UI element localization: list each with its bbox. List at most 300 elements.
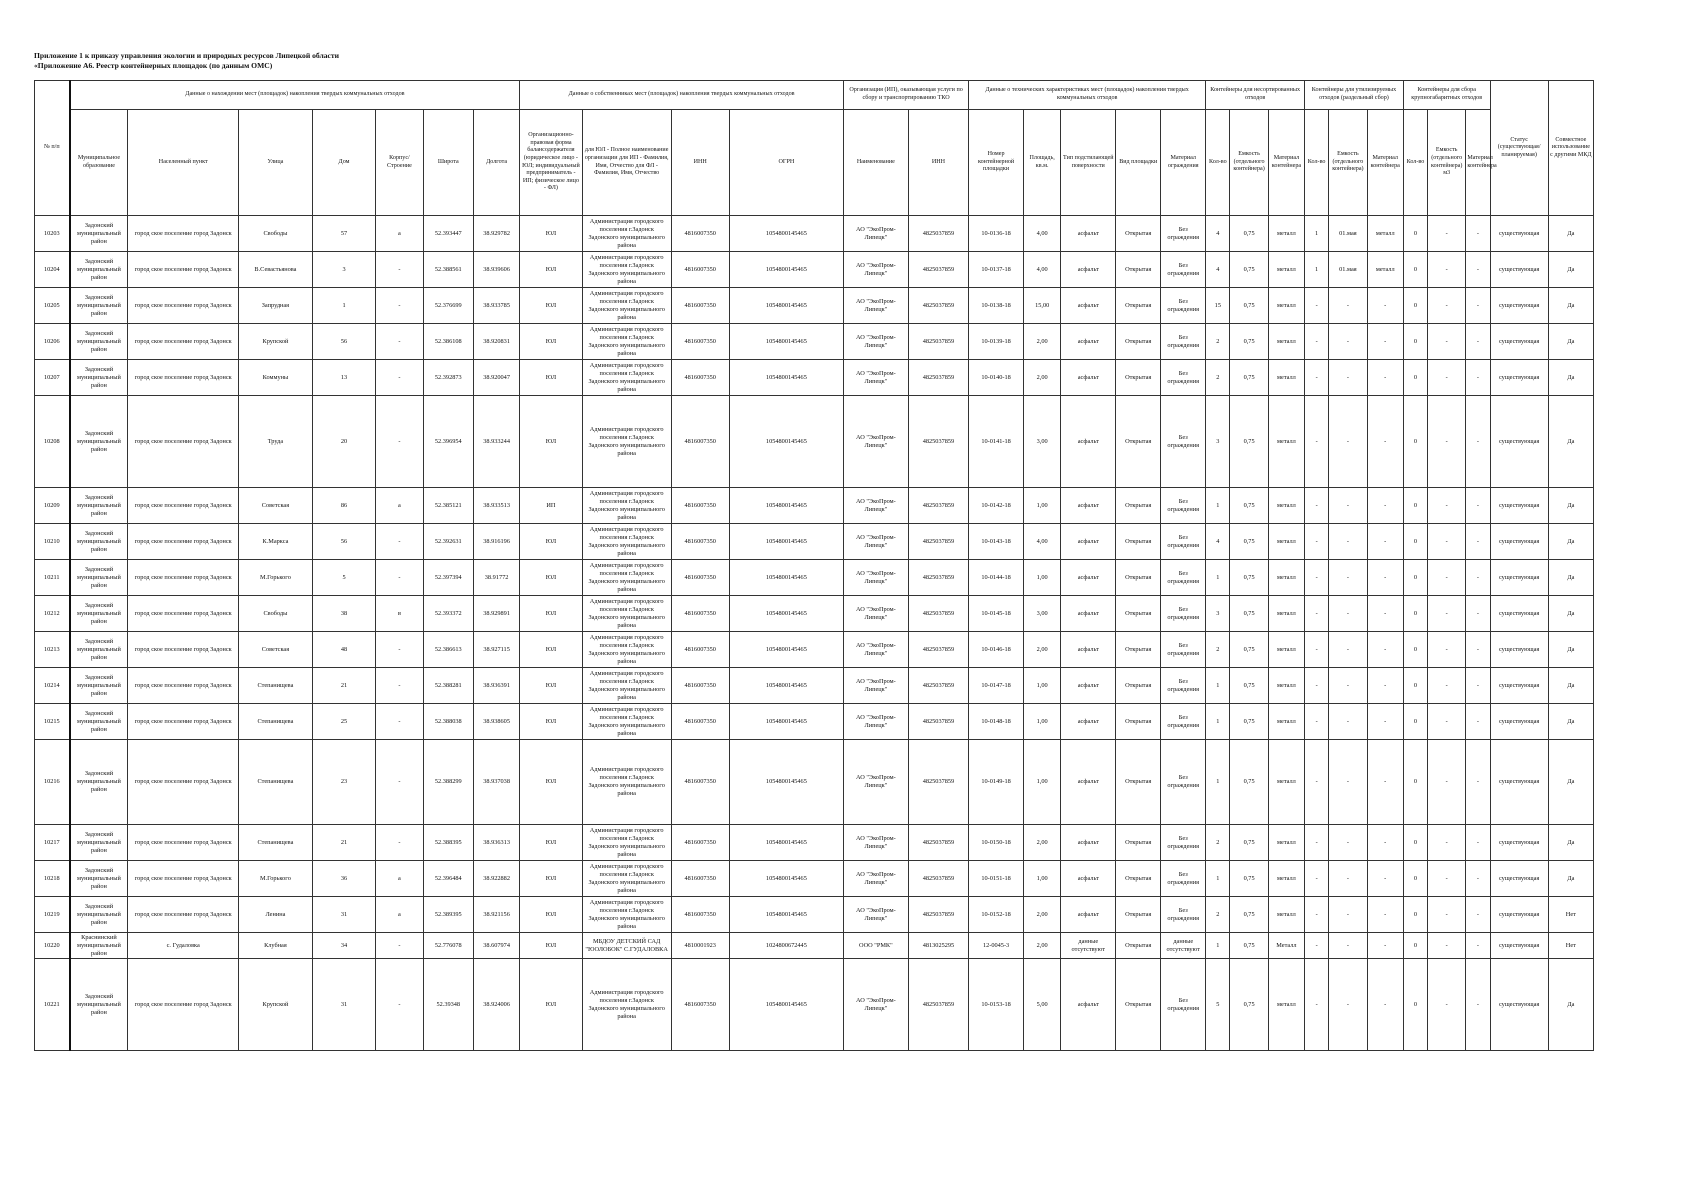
- cell-mixed-capacity: 0,75: [1230, 704, 1268, 740]
- cell-mixed-qty: 1: [1206, 704, 1230, 740]
- cell-mixed-material: металл: [1268, 488, 1304, 524]
- cell-site-type: Открытая: [1116, 704, 1161, 740]
- cell-house: 48: [312, 632, 376, 668]
- cell-site-number: 10-0141-18: [969, 396, 1024, 488]
- cell-lat: 52.392631: [423, 524, 473, 560]
- cell-bulky-qty: 0: [1403, 252, 1427, 288]
- cell-building: -: [376, 668, 423, 704]
- cell-num: 10209: [35, 488, 70, 524]
- cell-mixed-capacity: 0,75: [1230, 324, 1268, 360]
- cell-shared: Да: [1548, 596, 1593, 632]
- cell-owner-name: Администрация городского поселения г.Задонск Задонского муниципального района: [582, 740, 671, 825]
- cell-house: 3: [312, 252, 376, 288]
- cell-status: существующая: [1490, 740, 1548, 825]
- cell-ogrn: 1054800145465: [729, 324, 843, 360]
- cell-building: -: [376, 324, 423, 360]
- cell-bulky-qty: 0: [1403, 560, 1427, 596]
- cell-house: 1: [312, 288, 376, 324]
- cell-municipality: Задонский муниципальный район: [70, 488, 128, 524]
- cell-mixed-material: металл: [1268, 524, 1304, 560]
- cell-mixed-qty: 4: [1206, 252, 1230, 288]
- group-tech: Данные о технических характеристиках мест (площадок) накопления твердых коммунальных отходов: [969, 81, 1206, 110]
- cell-lon: 38.916196: [474, 524, 520, 560]
- cell-operator-name: АО "ЭкоПром-Липецк": [844, 596, 909, 632]
- cell-bulky-capacity: -: [1427, 360, 1465, 396]
- table-row: [35, 324, 1594, 360]
- cell-house: 5: [312, 560, 376, 596]
- cell-street: Крупской: [239, 324, 313, 360]
- cell-site-number: 10-0136-18: [969, 216, 1024, 252]
- cell-mixed-capacity: 0,75: [1230, 897, 1268, 933]
- cell-site-number: 10-0144-18: [969, 560, 1024, 596]
- cell-operator-name: АО "ЭкоПром-Липецк": [844, 252, 909, 288]
- cell-bulky-material: -: [1466, 488, 1490, 524]
- table-row: [35, 216, 1594, 252]
- cell-shared: Да: [1548, 959, 1593, 1051]
- cell-house: 20: [312, 396, 376, 488]
- cell-settlement: город ское поселение город Задонск: [128, 704, 239, 740]
- cell-fence: Без ограждения: [1161, 524, 1206, 560]
- cell-fence: Без ограждения: [1161, 825, 1206, 861]
- cell-recyclable-material: -: [1367, 897, 1403, 933]
- col-mixed-qty: Кол-во: [1206, 110, 1230, 216]
- cell-operator-inn: 4825037859: [908, 216, 968, 252]
- cell-inn: 4816007350: [671, 897, 729, 933]
- cell-surface: данные отсутствуют: [1061, 933, 1116, 959]
- cell-site-number: 10-0151-18: [969, 861, 1024, 897]
- cell-lat: 52.393372: [423, 596, 473, 632]
- cell-settlement: город ское поселение город Задонск: [128, 488, 239, 524]
- cell-ogrn: 1054800145465: [729, 396, 843, 488]
- cell-site-number: 12-0045-3: [969, 933, 1024, 959]
- cell-operator-name: АО "ЭкоПром-Липецк": [844, 704, 909, 740]
- cell-bulky-capacity: -: [1427, 396, 1465, 488]
- col-municipality: Муниципальное образование: [70, 110, 128, 216]
- cell-area: 1,00: [1024, 704, 1061, 740]
- cell-num: 10212: [35, 596, 70, 632]
- cell-status: существующая: [1490, 596, 1548, 632]
- cell-inn: 4816007350: [671, 668, 729, 704]
- cell-mixed-qty: 1: [1206, 933, 1230, 959]
- cell-house: 25: [312, 704, 376, 740]
- cell-mixed-qty: 5: [1206, 959, 1230, 1051]
- cell-municipality: Задонский муниципальный район: [70, 324, 128, 360]
- cell-mixed-capacity: 0,75: [1230, 933, 1268, 959]
- cell-mixed-qty: 2: [1206, 897, 1230, 933]
- cell-mixed-material: металл: [1268, 560, 1304, 596]
- cell-recyclable-qty: -: [1305, 560, 1329, 596]
- cell-mixed-material: металл: [1268, 360, 1304, 396]
- cell-bulky-qty: 0: [1403, 897, 1427, 933]
- cell-surface: асфальт: [1061, 288, 1116, 324]
- cell-recyclable-material: -: [1367, 632, 1403, 668]
- cell-recyclable-qty: -: [1305, 632, 1329, 668]
- col-street: Улица: [239, 110, 313, 216]
- cell-mixed-qty: 2: [1206, 825, 1230, 861]
- cell-status: существующая: [1490, 488, 1548, 524]
- cell-bulky-material: -: [1466, 740, 1490, 825]
- cell-mixed-material: металл: [1268, 596, 1304, 632]
- cell-building: в: [376, 596, 423, 632]
- cell-recyclable-capacity: -: [1329, 897, 1367, 933]
- cell-operator-name: АО "ЭкоПром-Липецк": [844, 825, 909, 861]
- cell-mixed-capacity: 0,75: [1230, 632, 1268, 668]
- cell-bulky-capacity: -: [1427, 524, 1465, 560]
- cell-municipality: Задонский муниципальный район: [70, 216, 128, 252]
- cell-house: 31: [312, 897, 376, 933]
- cell-municipality: Задонский муниципальный район: [70, 252, 128, 288]
- cell-mixed-qty: 4: [1206, 216, 1230, 252]
- cell-house: 13: [312, 360, 376, 396]
- cell-bulky-material: -: [1466, 704, 1490, 740]
- cell-mixed-qty: 1: [1206, 560, 1230, 596]
- cell-shared: Да: [1548, 488, 1593, 524]
- cell-bulky-capacity: -: [1427, 596, 1465, 632]
- cell-recyclable-material: -: [1367, 861, 1403, 897]
- cell-ogrn: 1054800145465: [729, 524, 843, 560]
- cell-bulky-capacity: -: [1427, 704, 1465, 740]
- cell-bulky-material: -: [1466, 668, 1490, 704]
- cell-recyclable-qty: -: [1305, 861, 1329, 897]
- cell-recyclable-material: -: [1367, 396, 1403, 488]
- cell-lon: 38.938605: [474, 704, 520, 740]
- cell-bulky-qty: 0: [1403, 825, 1427, 861]
- cell-site-type: Открытая: [1116, 596, 1161, 632]
- cell-shared: Да: [1548, 252, 1593, 288]
- cell-bulky-capacity: -: [1427, 288, 1465, 324]
- cell-ogrn: 1054800145465: [729, 740, 843, 825]
- cell-lon: 38.936391: [474, 668, 520, 704]
- cell-building: -: [376, 252, 423, 288]
- cell-lat: 52.396484: [423, 861, 473, 897]
- cell-settlement: город ское поселение город Задонск: [128, 252, 239, 288]
- cell-settlement: город ское поселение город Задонск: [128, 897, 239, 933]
- cell-bulky-material: -: [1466, 524, 1490, 560]
- cell-recyclable-capacity: -: [1329, 704, 1367, 740]
- col-shared: Совместное использование с другими МКД: [1548, 81, 1593, 216]
- cell-area: 1,00: [1024, 668, 1061, 704]
- cell-house: 36: [312, 861, 376, 897]
- group-operator: Организация (ИП), оказывающая услуги по сбору и транспортированию ТКО: [844, 81, 969, 110]
- cell-site-type: Открытая: [1116, 560, 1161, 596]
- cell-operator-name: АО "ЭкоПром-Липецк": [844, 524, 909, 560]
- cell-street: В.Севастьянова: [239, 252, 313, 288]
- cell-recyclable-qty: -: [1305, 825, 1329, 861]
- cell-recyclable-capacity: -: [1329, 488, 1367, 524]
- cell-operator-name: АО "ЭкоПром-Липецк": [844, 488, 909, 524]
- cell-house: 57: [312, 216, 376, 252]
- cell-house: 23: [312, 740, 376, 825]
- cell-site-type: Открытая: [1116, 897, 1161, 933]
- cell-lat: 52.39348: [423, 959, 473, 1051]
- cell-recyclable-capacity: -: [1329, 360, 1367, 396]
- cell-recyclable-capacity: -: [1329, 825, 1367, 861]
- cell-bulky-qty: 0: [1403, 360, 1427, 396]
- cell-surface: асфальт: [1061, 524, 1116, 560]
- cell-operator-inn: 4825037859: [908, 396, 968, 488]
- cell-settlement: город ское поселение город Задонск: [128, 596, 239, 632]
- cell-fence: Без ограждения: [1161, 488, 1206, 524]
- col-ogrn: ОГРН: [729, 110, 843, 216]
- cell-municipality: Задонский муниципальный район: [70, 825, 128, 861]
- cell-fence: Без ограждения: [1161, 288, 1206, 324]
- cell-lat: 52.388038: [423, 704, 473, 740]
- cell-lon: 38.921156: [474, 897, 520, 933]
- cell-mixed-qty: 2: [1206, 632, 1230, 668]
- cell-bulky-qty: 0: [1403, 216, 1427, 252]
- cell-ogrn: 1054800145465: [729, 704, 843, 740]
- cell-settlement: город ское поселение город Задонск: [128, 216, 239, 252]
- cell-fence: Без ограждения: [1161, 632, 1206, 668]
- cell-fence: Без ограждения: [1161, 596, 1206, 632]
- cell-surface: асфальт: [1061, 216, 1116, 252]
- cell-ogrn: 1054800145465: [729, 360, 843, 396]
- cell-num: 10207: [35, 360, 70, 396]
- cell-municipality: Задонский муниципальный район: [70, 524, 128, 560]
- cell-mixed-capacity: 0,75: [1230, 959, 1268, 1051]
- cell-recyclable-material: -: [1367, 360, 1403, 396]
- cell-mixed-material: металл: [1268, 632, 1304, 668]
- cell-house: 21: [312, 825, 376, 861]
- cell-street: Свободы: [239, 216, 313, 252]
- cell-org-form: ЮЛ: [520, 396, 583, 488]
- cell-operator-name: АО "ЭкоПром-Липецк": [844, 668, 909, 704]
- cell-ogrn: 1054800145465: [729, 560, 843, 596]
- cell-bulky-qty: 0: [1403, 959, 1427, 1051]
- col-recyclable-material: Материал контейнера: [1367, 110, 1403, 216]
- cell-fence: Без ограждения: [1161, 861, 1206, 897]
- cell-lon: 38.933785: [474, 288, 520, 324]
- cell-owner-name: Администрация городского поселения г.Задонск Задонского муниципального района: [582, 488, 671, 524]
- cell-org-form: ЮЛ: [520, 632, 583, 668]
- col-building: Корпус/Строение: [376, 110, 423, 216]
- cell-mixed-capacity: 0,75: [1230, 524, 1268, 560]
- cell-lon: 38.922882: [474, 861, 520, 897]
- cell-operator-inn: 4825037859: [908, 252, 968, 288]
- cell-ogrn: 1054800145465: [729, 252, 843, 288]
- col-fence: Материал ограждения: [1161, 110, 1206, 216]
- cell-settlement: город ское поселение город Задонск: [128, 861, 239, 897]
- cell-lat: 52.392873: [423, 360, 473, 396]
- cell-num: 10210: [35, 524, 70, 560]
- cell-street: Ленина: [239, 897, 313, 933]
- cell-area: 2,00: [1024, 897, 1061, 933]
- col-operator-inn: ИНН: [908, 110, 968, 216]
- cell-bulky-material: -: [1466, 959, 1490, 1051]
- cell-bulky-material: -: [1466, 288, 1490, 324]
- cell-site-type: Открытая: [1116, 488, 1161, 524]
- cell-mixed-qty: 3: [1206, 596, 1230, 632]
- cell-recyclable-qty: -: [1305, 324, 1329, 360]
- cell-org-form: ИП: [520, 488, 583, 524]
- cell-bulky-capacity: -: [1427, 959, 1465, 1051]
- cell-municipality: Задонский муниципальный район: [70, 740, 128, 825]
- cell-operator-inn: 4825037859: [908, 488, 968, 524]
- cell-operator-inn: 4825037859: [908, 560, 968, 596]
- cell-shared: Да: [1548, 825, 1593, 861]
- cell-area: 4,00: [1024, 252, 1061, 288]
- cell-recyclable-capacity: -: [1329, 524, 1367, 560]
- cell-area: 4,00: [1024, 216, 1061, 252]
- table-row: [35, 632, 1594, 668]
- cell-bulky-capacity: -: [1427, 825, 1465, 861]
- cell-house: 56: [312, 324, 376, 360]
- cell-operator-inn: 4825037859: [908, 959, 968, 1051]
- cell-street: Труда: [239, 396, 313, 488]
- cell-shared: Да: [1548, 216, 1593, 252]
- cell-inn: 4810001923: [671, 933, 729, 959]
- cell-lat: 52.776078: [423, 933, 473, 959]
- cell-lon: 38.939606: [474, 252, 520, 288]
- cell-recyclable-material: -: [1367, 524, 1403, 560]
- cell-street: К.Маркса: [239, 524, 313, 560]
- cell-operator-inn: 4825037859: [908, 288, 968, 324]
- cell-num: 10216: [35, 740, 70, 825]
- cell-settlement: город ское поселение город Задонск: [128, 825, 239, 861]
- cell-street: Запрудная: [239, 288, 313, 324]
- cell-recyclable-capacity: -: [1329, 324, 1367, 360]
- cell-num: 10218: [35, 861, 70, 897]
- cell-operator-inn: 4825037859: [908, 596, 968, 632]
- col-surface: Тип подстилающей поверхности: [1061, 110, 1116, 216]
- cell-lat: 52.386108: [423, 324, 473, 360]
- cell-building: а: [376, 897, 423, 933]
- cell-surface: асфальт: [1061, 704, 1116, 740]
- cell-num: 10217: [35, 825, 70, 861]
- cell-inn: 4816007350: [671, 825, 729, 861]
- cell-shared: Нет: [1548, 933, 1593, 959]
- cell-shared: Да: [1548, 704, 1593, 740]
- cell-status: существующая: [1490, 704, 1548, 740]
- cell-area: 5,00: [1024, 959, 1061, 1051]
- cell-site-number: 10-0145-18: [969, 596, 1024, 632]
- cell-mixed-material: металл: [1268, 897, 1304, 933]
- cell-house: 56: [312, 524, 376, 560]
- cell-num: 10204: [35, 252, 70, 288]
- cell-site-number: 10-0150-18: [969, 825, 1024, 861]
- cell-recyclable-qty: -: [1305, 897, 1329, 933]
- cell-shared: Да: [1548, 396, 1593, 488]
- cell-operator-name: АО "ЭкоПром-Липецк": [844, 324, 909, 360]
- cell-building: -: [376, 396, 423, 488]
- cell-bulky-material: -: [1466, 324, 1490, 360]
- cell-site-number: 10-0138-18: [969, 288, 1024, 324]
- cell-lat: 52.389395: [423, 897, 473, 933]
- cell-lat: 52.385121: [423, 488, 473, 524]
- cell-site-number: 10-0147-18: [969, 668, 1024, 704]
- cell-mixed-capacity: 0,75: [1230, 560, 1268, 596]
- cell-owner-name: Администрация городского поселения г.Задонск Задонского муниципального района: [582, 324, 671, 360]
- cell-owner-name: Администрация городского поселения г.Задонск Задонского муниципального района: [582, 861, 671, 897]
- cell-mixed-material: металл: [1268, 668, 1304, 704]
- cell-mixed-capacity: 0,75: [1230, 396, 1268, 488]
- cell-bulky-material: -: [1466, 360, 1490, 396]
- cell-fence: Без ограждения: [1161, 252, 1206, 288]
- cell-site-type: Открытая: [1116, 668, 1161, 704]
- cell-bulky-qty: 0: [1403, 668, 1427, 704]
- cell-owner-name: Администрация городского поселения г.Задонск Задонского муниципального района: [582, 524, 671, 560]
- cell-bulky-material: -: [1466, 596, 1490, 632]
- cell-org-form: ЮЛ: [520, 252, 583, 288]
- cell-lon: 38.937038: [474, 740, 520, 825]
- cell-municipality: Задонский муниципальный район: [70, 959, 128, 1051]
- table-row: [35, 740, 1594, 825]
- cell-inn: 4816007350: [671, 360, 729, 396]
- cell-fence: Без ограждения: [1161, 959, 1206, 1051]
- table-row: [35, 933, 1594, 959]
- cell-bulky-qty: 0: [1403, 861, 1427, 897]
- cell-inn: 4816007350: [671, 396, 729, 488]
- table-row: [35, 596, 1594, 632]
- cell-site-number: 10-0148-18: [969, 704, 1024, 740]
- cell-street: Клубная: [239, 933, 313, 959]
- cell-site-number: 10-0140-18: [969, 360, 1024, 396]
- cell-mixed-material: металл: [1268, 288, 1304, 324]
- cell-site-number: 10-0146-18: [969, 632, 1024, 668]
- cell-bulky-capacity: -: [1427, 252, 1465, 288]
- table-row: [35, 959, 1594, 1051]
- cell-fence: данные отсутствуют: [1161, 933, 1206, 959]
- cell-org-form: ЮЛ: [520, 861, 583, 897]
- cell-fence: Без ограждения: [1161, 668, 1206, 704]
- cell-bulky-qty: 0: [1403, 740, 1427, 825]
- cell-site-type: Открытая: [1116, 959, 1161, 1051]
- cell-num: 10215: [35, 704, 70, 740]
- cell-mixed-material: металл: [1268, 252, 1304, 288]
- cell-status: существующая: [1490, 216, 1548, 252]
- group-owner: Данные о собственниках мест (площадок) накопления твердых коммунальных отходов: [520, 81, 844, 110]
- cell-building: -: [376, 959, 423, 1051]
- cell-inn: 4816007350: [671, 524, 729, 560]
- table-row: [35, 396, 1594, 488]
- cell-mixed-material: металл: [1268, 959, 1304, 1051]
- table-row: [35, 488, 1594, 524]
- cell-municipality: Задонский муниципальный район: [70, 396, 128, 488]
- cell-operator-name: АО "ЭкоПром-Липецк": [844, 897, 909, 933]
- cell-settlement: с. Гудаловка: [128, 933, 239, 959]
- cell-inn: 4816007350: [671, 632, 729, 668]
- cell-house: 31: [312, 959, 376, 1051]
- cell-recyclable-capacity: -: [1329, 596, 1367, 632]
- cell-lon: 38.607974: [474, 933, 520, 959]
- cell-lat: 52.393447: [423, 216, 473, 252]
- cell-operator-inn: 4825037859: [908, 632, 968, 668]
- cell-settlement: город ское поселение город Задонск: [128, 668, 239, 704]
- cell-municipality: Задонский муниципальный район: [70, 360, 128, 396]
- cell-municipality: Задонский муниципальный район: [70, 668, 128, 704]
- cell-fence: Без ограждения: [1161, 704, 1206, 740]
- cell-lat: 52.386613: [423, 632, 473, 668]
- cell-shared: Да: [1548, 560, 1593, 596]
- cell-org-form: ЮЛ: [520, 524, 583, 560]
- cell-street: Коммуны: [239, 360, 313, 396]
- col-mixed-capacity: Емкость (отдельного контейнера): [1230, 110, 1268, 216]
- cell-mixed-capacity: 0,75: [1230, 740, 1268, 825]
- cell-lat: 52.397394: [423, 560, 473, 596]
- cell-operator-inn: 4825037859: [908, 704, 968, 740]
- cell-recyclable-qty: -: [1305, 933, 1329, 959]
- cell-ogrn: 1054800145465: [729, 825, 843, 861]
- cell-street: Советская: [239, 488, 313, 524]
- cell-lat: 52.388281: [423, 668, 473, 704]
- cell-operator-name: АО "ЭкоПром-Липецк": [844, 216, 909, 252]
- cell-owner-name: Администрация городского поселения г.Задонск Задонского муниципального района: [582, 596, 671, 632]
- table-row: [35, 861, 1594, 897]
- cell-building: -: [376, 360, 423, 396]
- cell-shared: Нет: [1548, 897, 1593, 933]
- cell-operator-name: АО "ЭкоПром-Липецк": [844, 861, 909, 897]
- cell-ogrn: 1054800145465: [729, 288, 843, 324]
